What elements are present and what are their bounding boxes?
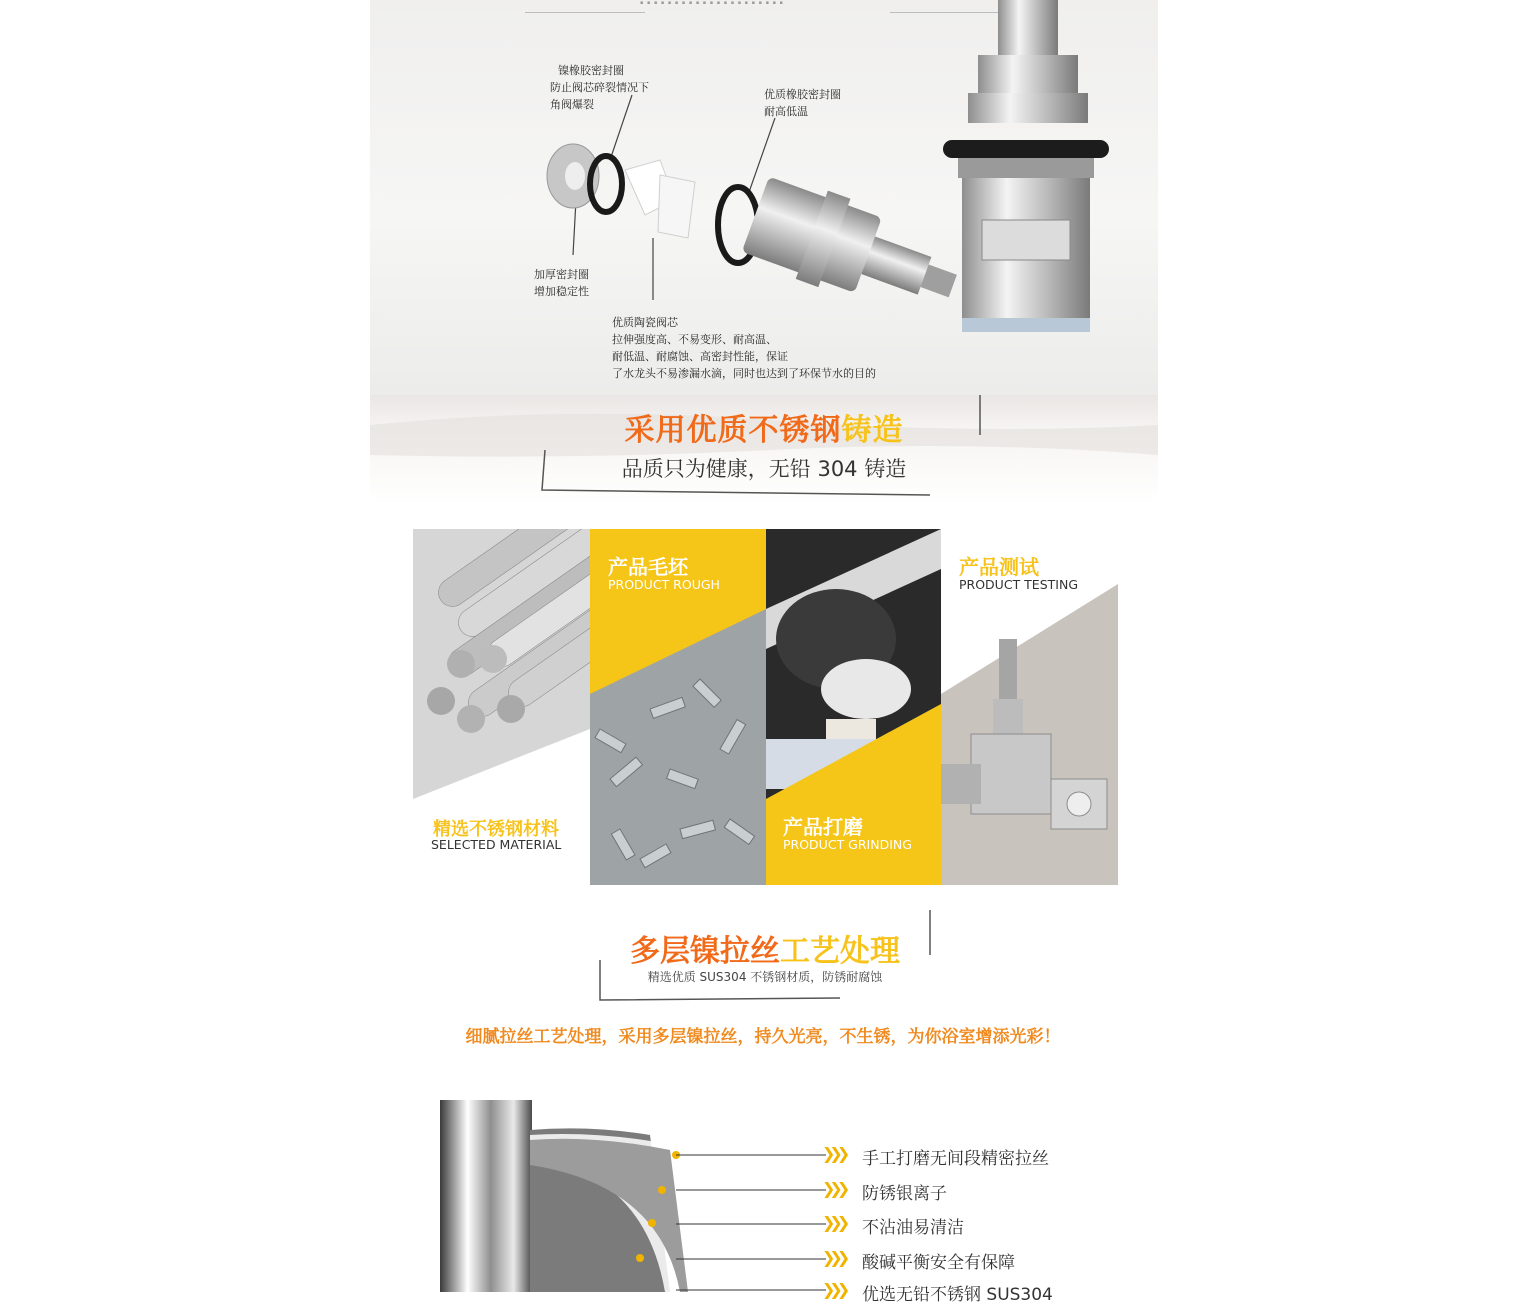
stainless-title: 采用优质不锈钢铸造 bbox=[624, 413, 904, 448]
tiny-caption-graphic: ▪ ▪ ▪ ▪ ▪ ▪ ▪ ▪ ▪ ▪ ▪ ▪ ▪ ▪ ▪ ▪ ▪ ▪ ▪ ▪ ▪ bbox=[640, 0, 784, 6]
chevrons-icon: ❯❯❯ bbox=[822, 1280, 845, 1299]
panel-subtitle: PRODUCT TESTING bbox=[959, 577, 1079, 592]
panel-title: 产品测试 bbox=[959, 555, 1039, 579]
panel-title: 精选不锈钢材料 bbox=[433, 819, 559, 840]
panel-subtitle: PRODUCT GRINDING bbox=[783, 837, 912, 852]
panel-product-grinding bbox=[766, 529, 941, 885]
panel-selected-material bbox=[413, 529, 590, 885]
annotation-seal-ring: 镍橡胶密封圈 防止阀芯碎裂情况下 角阀爆裂 bbox=[550, 64, 649, 111]
stainless-subtitle: 品质只为健康，无铅 304 铸造 bbox=[621, 457, 907, 481]
valve-diagram-section bbox=[370, 0, 1158, 395]
layer-label: 防锈银离子 bbox=[862, 1184, 947, 1204]
annotation-rubber-seal: 优质橡胶密封圈 耐高低温 bbox=[764, 88, 841, 118]
layered-pipe-graphic bbox=[430, 1095, 700, 1292]
panel-subtitle: SELECTED MATERIAL bbox=[431, 837, 562, 852]
chevrons-icon: ❯❯❯ bbox=[822, 1144, 845, 1163]
nickel-subtitle: 精选优质 SUS304 不锈钢材质，防锈耐腐蚀 bbox=[647, 970, 883, 984]
stainless-heading-band bbox=[370, 395, 1158, 505]
panel-product-rough bbox=[590, 529, 766, 885]
leader-lines bbox=[676, 1140, 826, 1292]
annotation-ceramic-core: 优质陶瓷阀芯 拉伸强度高、不易变形、耐高温、 耐低温、耐腐蚀、高密封性能，保证 了水龙头不易渗漏水滴，同时也达到了环保节水的目的 bbox=[612, 316, 876, 380]
panel-title: 产品打磨 bbox=[783, 815, 863, 839]
nickel-description: 细腻拉丝工艺处理，采用多层镍拉丝，持久光亮，不生锈，为你浴室增添光彩！ bbox=[465, 1027, 1061, 1047]
chevrons-icon: ❯❯❯ bbox=[822, 1179, 845, 1198]
chevrons-icon: ❯❯❯ bbox=[822, 1213, 845, 1232]
panel-title: 产品毛坯 bbox=[608, 555, 688, 579]
layer-label: 手工打磨无间段精密拉丝 bbox=[862, 1149, 1049, 1169]
process-grid bbox=[413, 529, 1118, 885]
chevrons-icon: ❯❯❯ bbox=[822, 1248, 845, 1267]
layer-label: 优选无铅不锈钢 SUS304 bbox=[862, 1285, 1053, 1305]
annotation-thick-seal: 加厚密封圈 增加稳定性 bbox=[534, 268, 589, 298]
panel-subtitle: PRODUCT ROUGH bbox=[608, 577, 720, 592]
layer-label: 酸碱平衡安全有保障 bbox=[862, 1253, 1015, 1273]
nickel-title: 多层镍拉丝工艺处理 bbox=[630, 934, 900, 969]
panel-product-testing bbox=[941, 529, 1118, 885]
layer-label: 不沾油易清洁 bbox=[862, 1218, 964, 1238]
